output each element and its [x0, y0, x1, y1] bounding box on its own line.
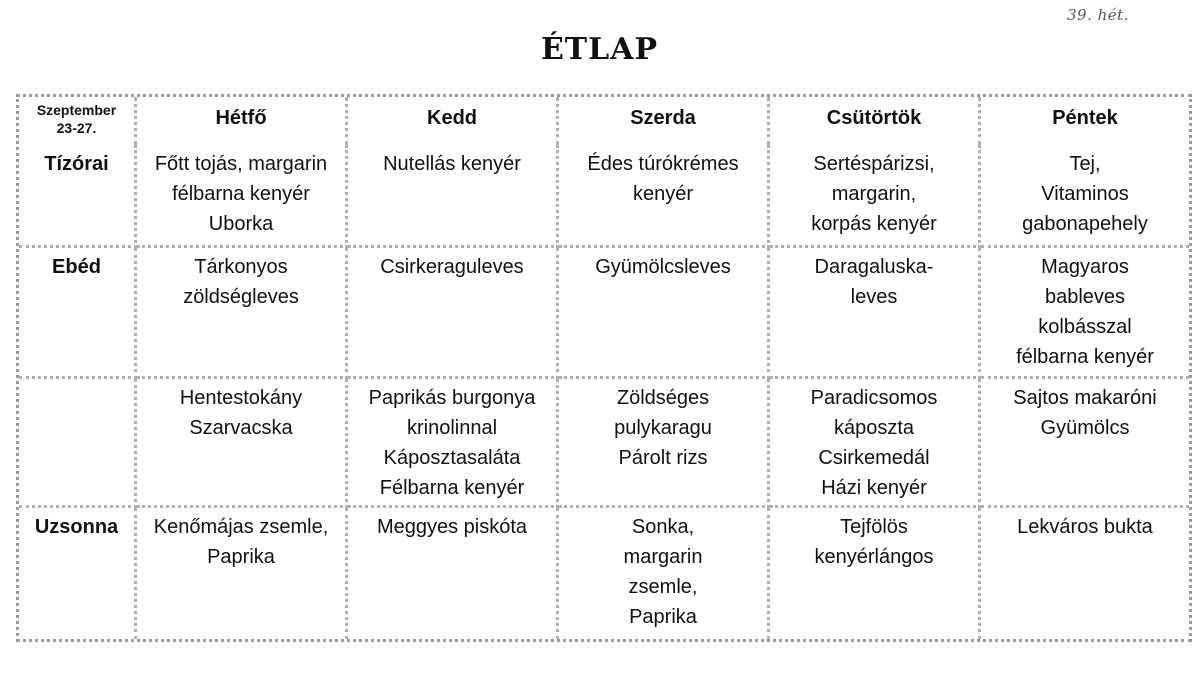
menu-cell-wednesday	[559, 248, 770, 379]
dish-line: Nutellás kenyér	[383, 153, 521, 175]
dish-line: kenyérlángos	[814, 546, 934, 569]
dish-line: Uborka	[208, 213, 274, 235]
dish-line: krinolinnal	[406, 416, 498, 439]
dish-line: Káposztasaláta	[383, 446, 521, 469]
dish-line: gabonapehely	[1022, 213, 1148, 235]
dish-line: Hentestokány	[179, 386, 303, 409]
menu-cell-wednesday	[559, 379, 770, 509]
menu-cell-monday	[137, 145, 348, 248]
day-header-wednesday: Szerda	[559, 97, 770, 145]
dish-line: Kenőmájas zsemle,	[153, 516, 329, 539]
handwritten-week-note: 39. hét.	[1067, 6, 1129, 24]
dish-line: Félbarna kenyér	[379, 476, 525, 499]
dish-line: Szarvacska	[189, 416, 293, 439]
day-header-tuesday: Kedd	[348, 97, 559, 145]
dish-line: Gyümölcsleves	[595, 256, 731, 279]
dish-line: margarin,	[831, 183, 917, 205]
dish-line: Csirkeraguleves	[380, 256, 524, 279]
menu-cell-tuesday	[348, 248, 559, 379]
dish-line: Főtt tojás, margarin	[154, 153, 328, 175]
dish-line: Édes túrókrémes	[587, 153, 739, 175]
dish-line: margarin	[623, 546, 703, 569]
menu-table	[16, 94, 1192, 642]
dish-line: Tárkonyos	[194, 256, 288, 279]
dish-line: Paprikás burgonya	[368, 386, 536, 409]
dish-line: félbarna kenyér	[1016, 346, 1154, 369]
dish-line: káposzta	[833, 416, 915, 439]
meal-label: Uzsonna	[19, 508, 137, 639]
menu-cell-friday	[981, 145, 1189, 248]
day-header-monday: Hétfő	[137, 97, 348, 145]
date-range-days: 23-27.	[56, 120, 97, 136]
meal-label: Ebéd	[19, 248, 137, 379]
menu-cell-thursday	[770, 508, 981, 639]
menu-cell-friday	[981, 248, 1189, 379]
meal-row	[19, 248, 1189, 379]
dish-line: Magyaros	[1041, 256, 1129, 279]
dish-line: kenyér	[632, 183, 694, 205]
dish-line: Tej,	[1069, 153, 1101, 175]
dish-line: Csirkemedál	[818, 446, 930, 469]
dish-line: Daragaluska-	[814, 256, 934, 279]
menu-cell-tuesday	[348, 379, 559, 509]
day-header-friday: Péntek	[1052, 107, 1118, 129]
dish-line: zöldségleves	[183, 286, 299, 309]
day-header-thursday: Csütörtök	[770, 97, 981, 145]
dish-line: Sonka,	[631, 516, 695, 539]
dish-line: korpás kenyér	[811, 213, 937, 235]
dish-line: Paprika	[629, 606, 697, 629]
menu-cell-thursday	[770, 145, 981, 248]
date-range-cell	[19, 97, 137, 145]
menu-cell-monday	[137, 248, 348, 379]
menu-cell-wednesday	[559, 145, 770, 248]
dish-line: Párolt rizs	[618, 446, 708, 469]
menu-body	[19, 145, 1189, 639]
menu-cell-monday	[137, 379, 348, 509]
menu-cell-thursday	[770, 248, 981, 379]
meal-label	[19, 379, 137, 509]
dish-line: kolbásszal	[1038, 316, 1132, 339]
dish-line: pulykaragu	[614, 416, 712, 439]
dish-line: Zöldséges	[616, 386, 710, 409]
menu-cell-tuesday	[348, 145, 559, 248]
header-row	[19, 97, 1189, 145]
dish-line: Paprika	[207, 546, 275, 569]
dish-line: Lekváros bukta	[1017, 516, 1153, 539]
dish-line: Tejfölös	[840, 516, 908, 539]
menu-cell-wednesday	[559, 508, 770, 639]
meal-row	[19, 379, 1189, 509]
dish-line: Vitaminos	[1041, 183, 1129, 205]
dish-line: Sajtos makaróni	[1013, 386, 1157, 409]
date-range-month: Szeptember	[36, 102, 117, 118]
menu-cell-friday	[981, 379, 1189, 509]
menu-cell-tuesday	[348, 508, 559, 639]
menu-cell-thursday	[770, 379, 981, 509]
meal-label: Tízórai	[19, 145, 137, 248]
dish-line: Házi kenyér	[821, 476, 927, 499]
menu-cell-monday	[137, 508, 348, 639]
dish-line: Gyümölcs	[1040, 416, 1130, 439]
dish-line: Sertéspárizsi,	[813, 153, 935, 175]
dish-line: leves	[850, 286, 898, 309]
dish-line: bableves	[1044, 286, 1126, 309]
meal-row	[19, 508, 1189, 639]
dish-line: félbarna kenyér	[172, 183, 310, 205]
dish-line: Paradicsomos	[810, 386, 938, 409]
meal-row	[19, 145, 1189, 248]
page-title: ÉTLAP	[540, 32, 659, 67]
dish-line: zsemle,	[628, 576, 698, 599]
dish-line: Meggyes piskóta	[376, 516, 528, 539]
menu-cell-friday	[981, 508, 1189, 639]
